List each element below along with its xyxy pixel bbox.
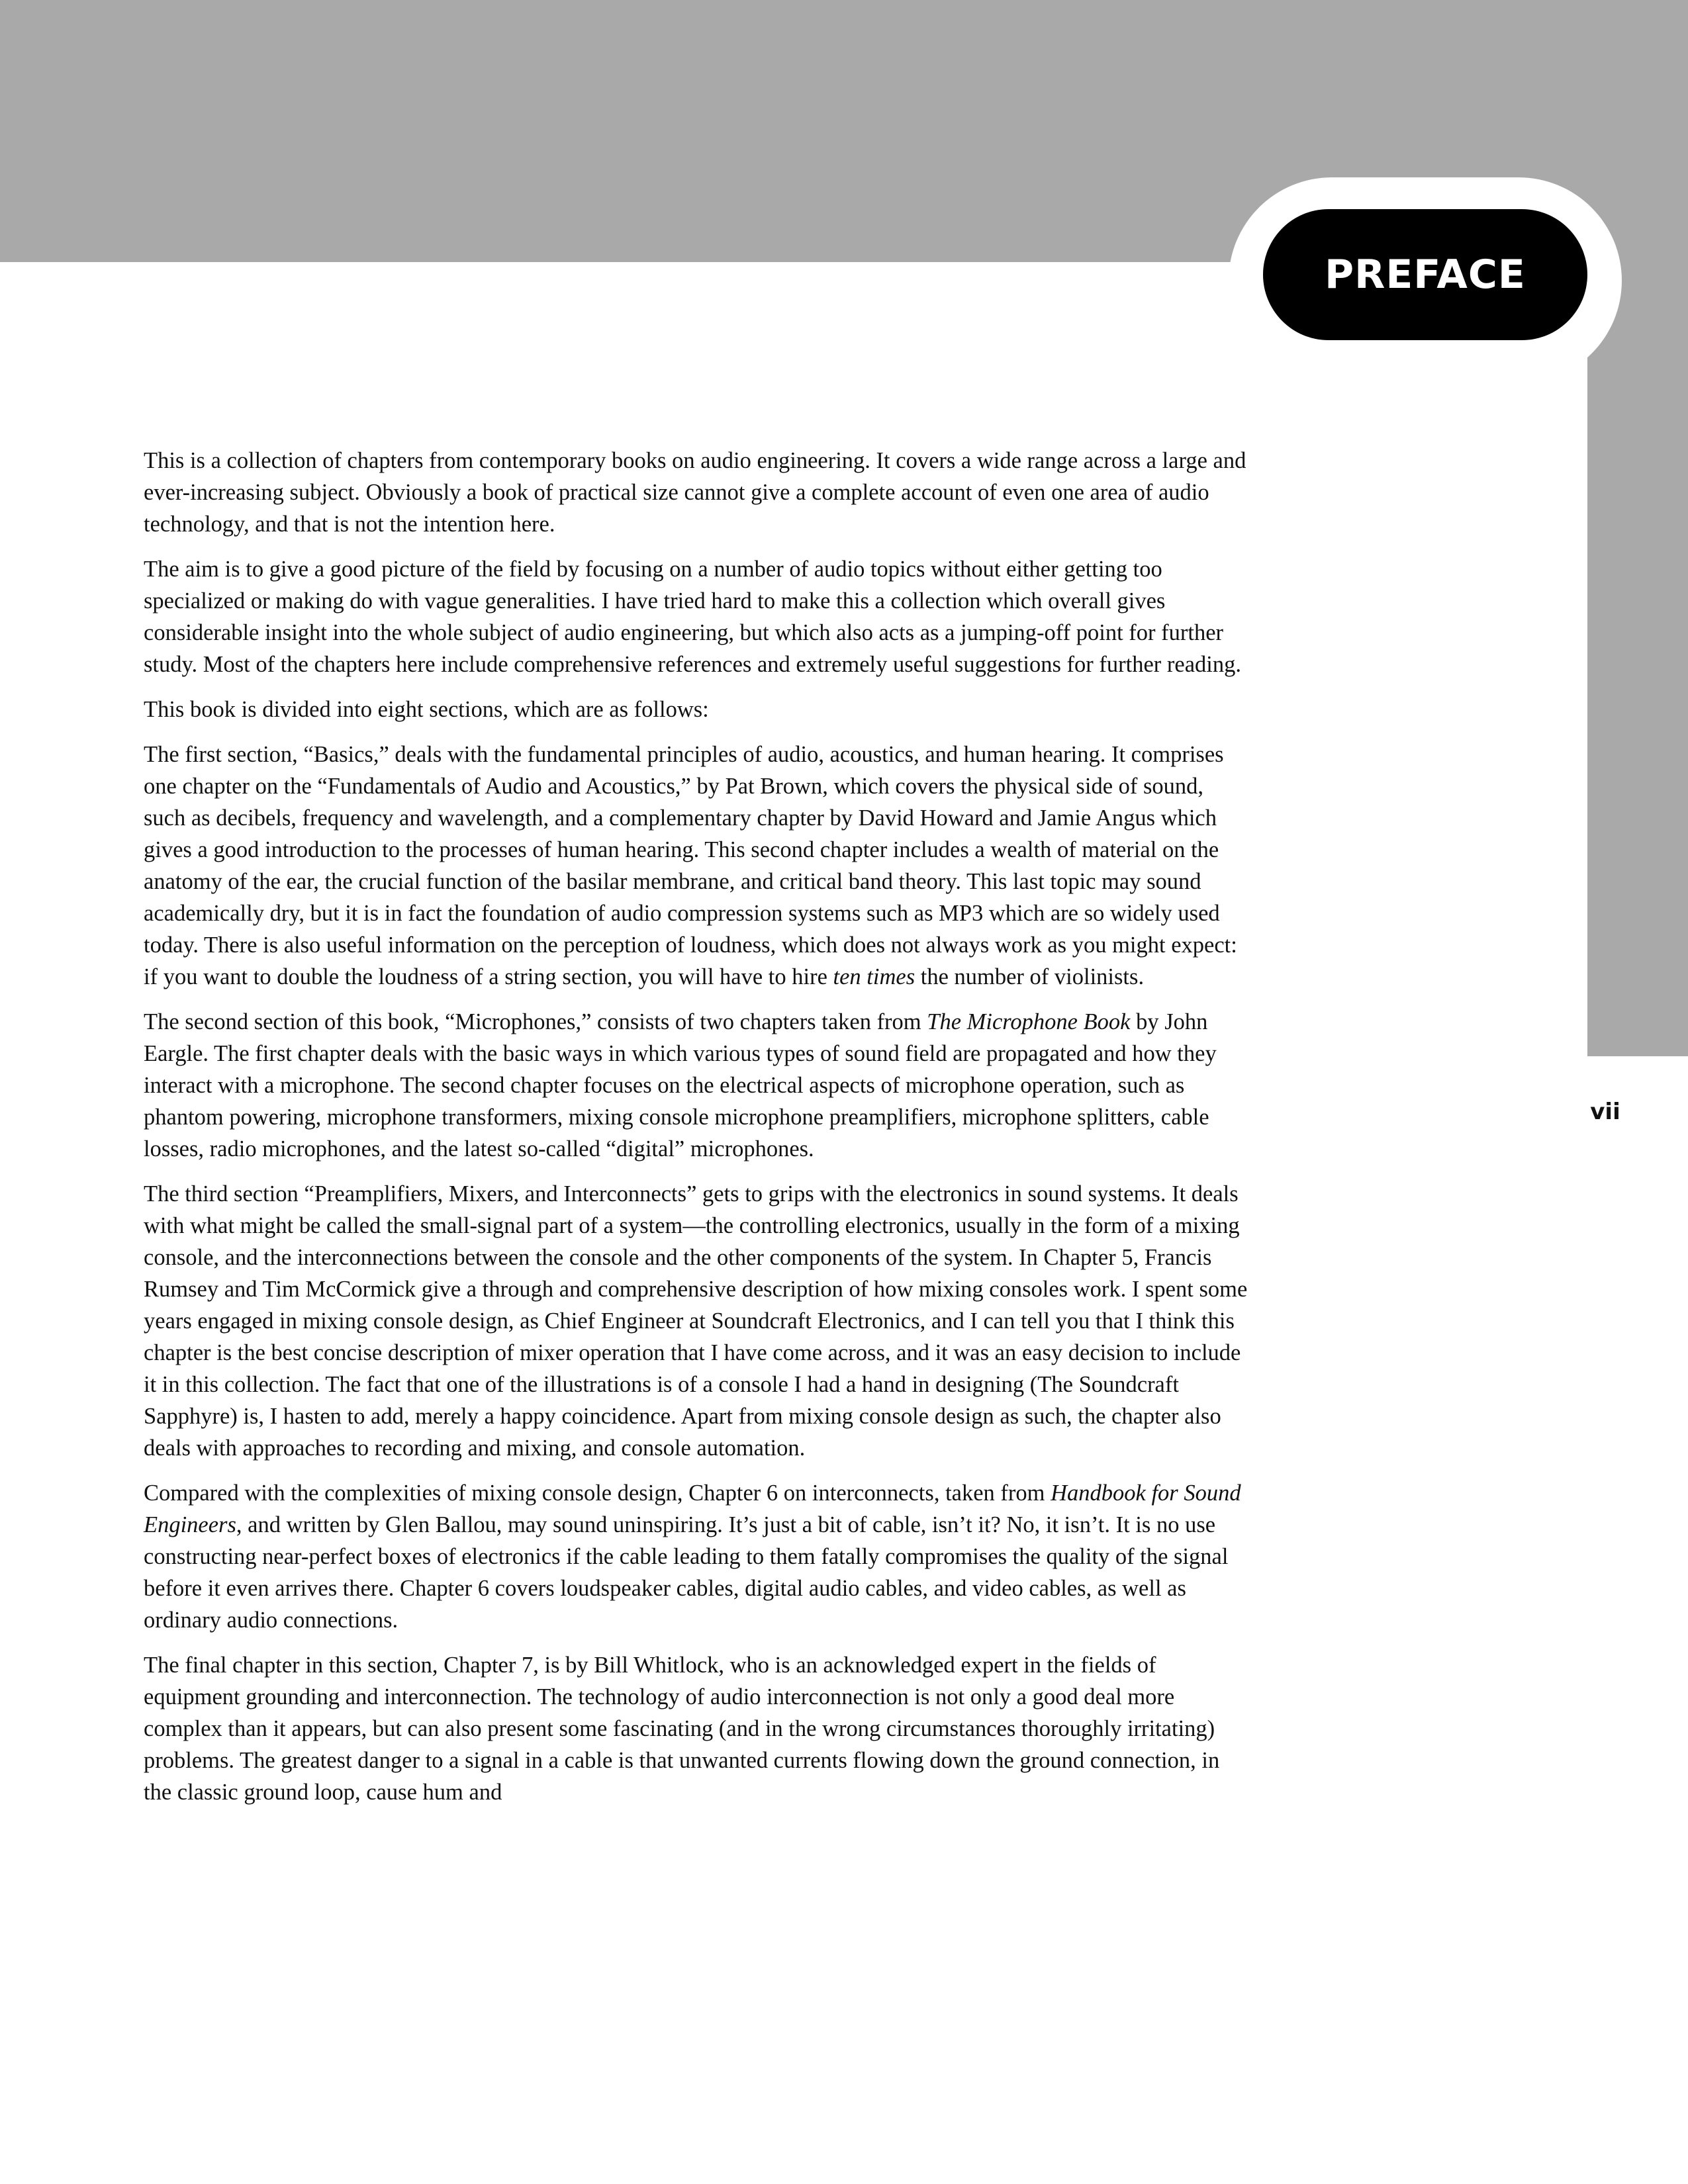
paragraph-7-text-a: Compared with the complexities of mixing console design, Chapter 6 on interconnects, taken from: [144, 1480, 1051, 1506]
paragraph-7: [144, 1477, 1250, 1636]
chapter-title: PREFACE: [1325, 251, 1526, 298]
side-tab-band: [1587, 262, 1688, 1056]
paragraph-2: The aim is to give a good picture of the field by focusing on a number of audio topics without either getting too specialized or making do with vague generalities. I have tried hard to make this a collection which overall gives considerable insight into the whole subject of audio engineering, but which also acts as a jumping-off point for further study. Most of the chapters here include comprehensive references and extremely useful suggestions for further reading.: [144, 557, 1241, 677]
paragraph-8: The final chapter in this section, Chapter 7, is by Bill Whitlock, who is an acknowledged expert in the fields of equipment grounding and interconnection. The technology of audio interconnection is not only a good deal more complex than it appears, but can also present some fascinating (and in the wrong circumstances thoroughly irritating) problems. The greatest danger to a signal in a cable is that unwanted currents flowing down the ground connection, in the classic ground loop, cause hum and: [144, 1653, 1220, 1805]
page-number: vii: [1590, 1099, 1620, 1125]
paragraph-3: This book is divided into eight sections, which are as follows:: [144, 697, 709, 722]
paragraph-7-book-title: Handbook for Sound Engineers: [144, 1480, 1241, 1537]
paragraph-6: The third section “Preamplifiers, Mixers, and Interconnects” gets to grips with the electronics in sound systems. It deals with what might be called the small-signal part of a system—the controlling electronics, usually in the form of a mixing console, and the interconnections between the console and the other components of the system. In Chapter 5, Francis Rumsey and Tim McCormick give a through and comprehensive description of how mixing consoles work. I spent some years engaged in mixing console design, as Chief Engineer at Soundcraft Electronics, and I can tell you that I think this chapter is the best concise description of mixer operation that I have come across, and it was an easy decision to include it in this collection. The fact that one of the illustrations is of a console I had a hand in designing (The Soundcraft Sapphyre) is, I hasten to add, merely a happy coincidence. Apart from mixing console design as such, the chapter also deals with approaches to recording and mixing, and console automation.: [144, 1181, 1248, 1461]
chapter-badge: [1263, 209, 1587, 340]
paragraph-5: [144, 1006, 1250, 1165]
paragraph-4: [144, 739, 1250, 993]
paragraph-5-book-title: The Microphone Book: [927, 1009, 1131, 1034]
paragraph-5-text-b: by John Eargle. The first chapter deals with the basic ways in which various types of sound field are propagated and how they interact with a microphone. The second chapter focuses on the electrical aspects of microphone operation, such as phantom powering, microphone transformers, mixing console microphone preamplifiers, microphone splitters, cable losses, radio microphones, and the latest so-called “digital” microphones.: [144, 1009, 1217, 1161]
paragraph-4-emphasis: ten times: [833, 964, 915, 989]
paragraph-1: This is a collection of chapters from contemporary books on audio engineering. It covers a wide range across a large and ever-increasing subject. Obviously a book of practical size cannot give a complete account of even one area of audio technology, and that is not the intention here.: [144, 448, 1246, 537]
paragraph-7-text-b: , and written by Glen Ballou, may sound uninspiring. It’s just a bit of cable, isn’t it? No, it isn’t. It is no use constructing near-perfect boxes of electronics if the cable leading to them fatally compromises the quality of the signal before it even arrives there. Chapter 6 covers loudspeaker cables, digital audio cables, and video cables, as well as ordinary audio connections.: [144, 1512, 1229, 1633]
body-text: [144, 445, 1250, 1821]
paragraph-5-text-a: The second section of this book, “Microphones,” consists of two chapters taken from: [144, 1009, 927, 1034]
paragraph-4-text-b: the number of violinists.: [915, 964, 1145, 989]
paragraph-4-text-a: The first section, “Basics,” deals with the fundamental principles of audio, acoustics, and human hearing. It comprises one chapter on the “Fundamentals of Audio and Acoustics,” by Pat Brown, which covers the physical side of sound, such as decibels, frequency and wavelength, and a complementary chapter by David Howard and Jamie Angus which gives a good introduction to the processes of human hearing. This second chapter includes a wealth of material on the anatomy of the ear, the crucial function of the basilar membrane, and critical band theory. This last topic may sound academically dry, but it is in fact the foundation of audio compression systems such as MP3 which are so widely used today. There is also useful information on the perception of loudness, which does not always work as you might expect: if you want to double the loudness of a string section, you will have to hire: [144, 742, 1237, 989]
